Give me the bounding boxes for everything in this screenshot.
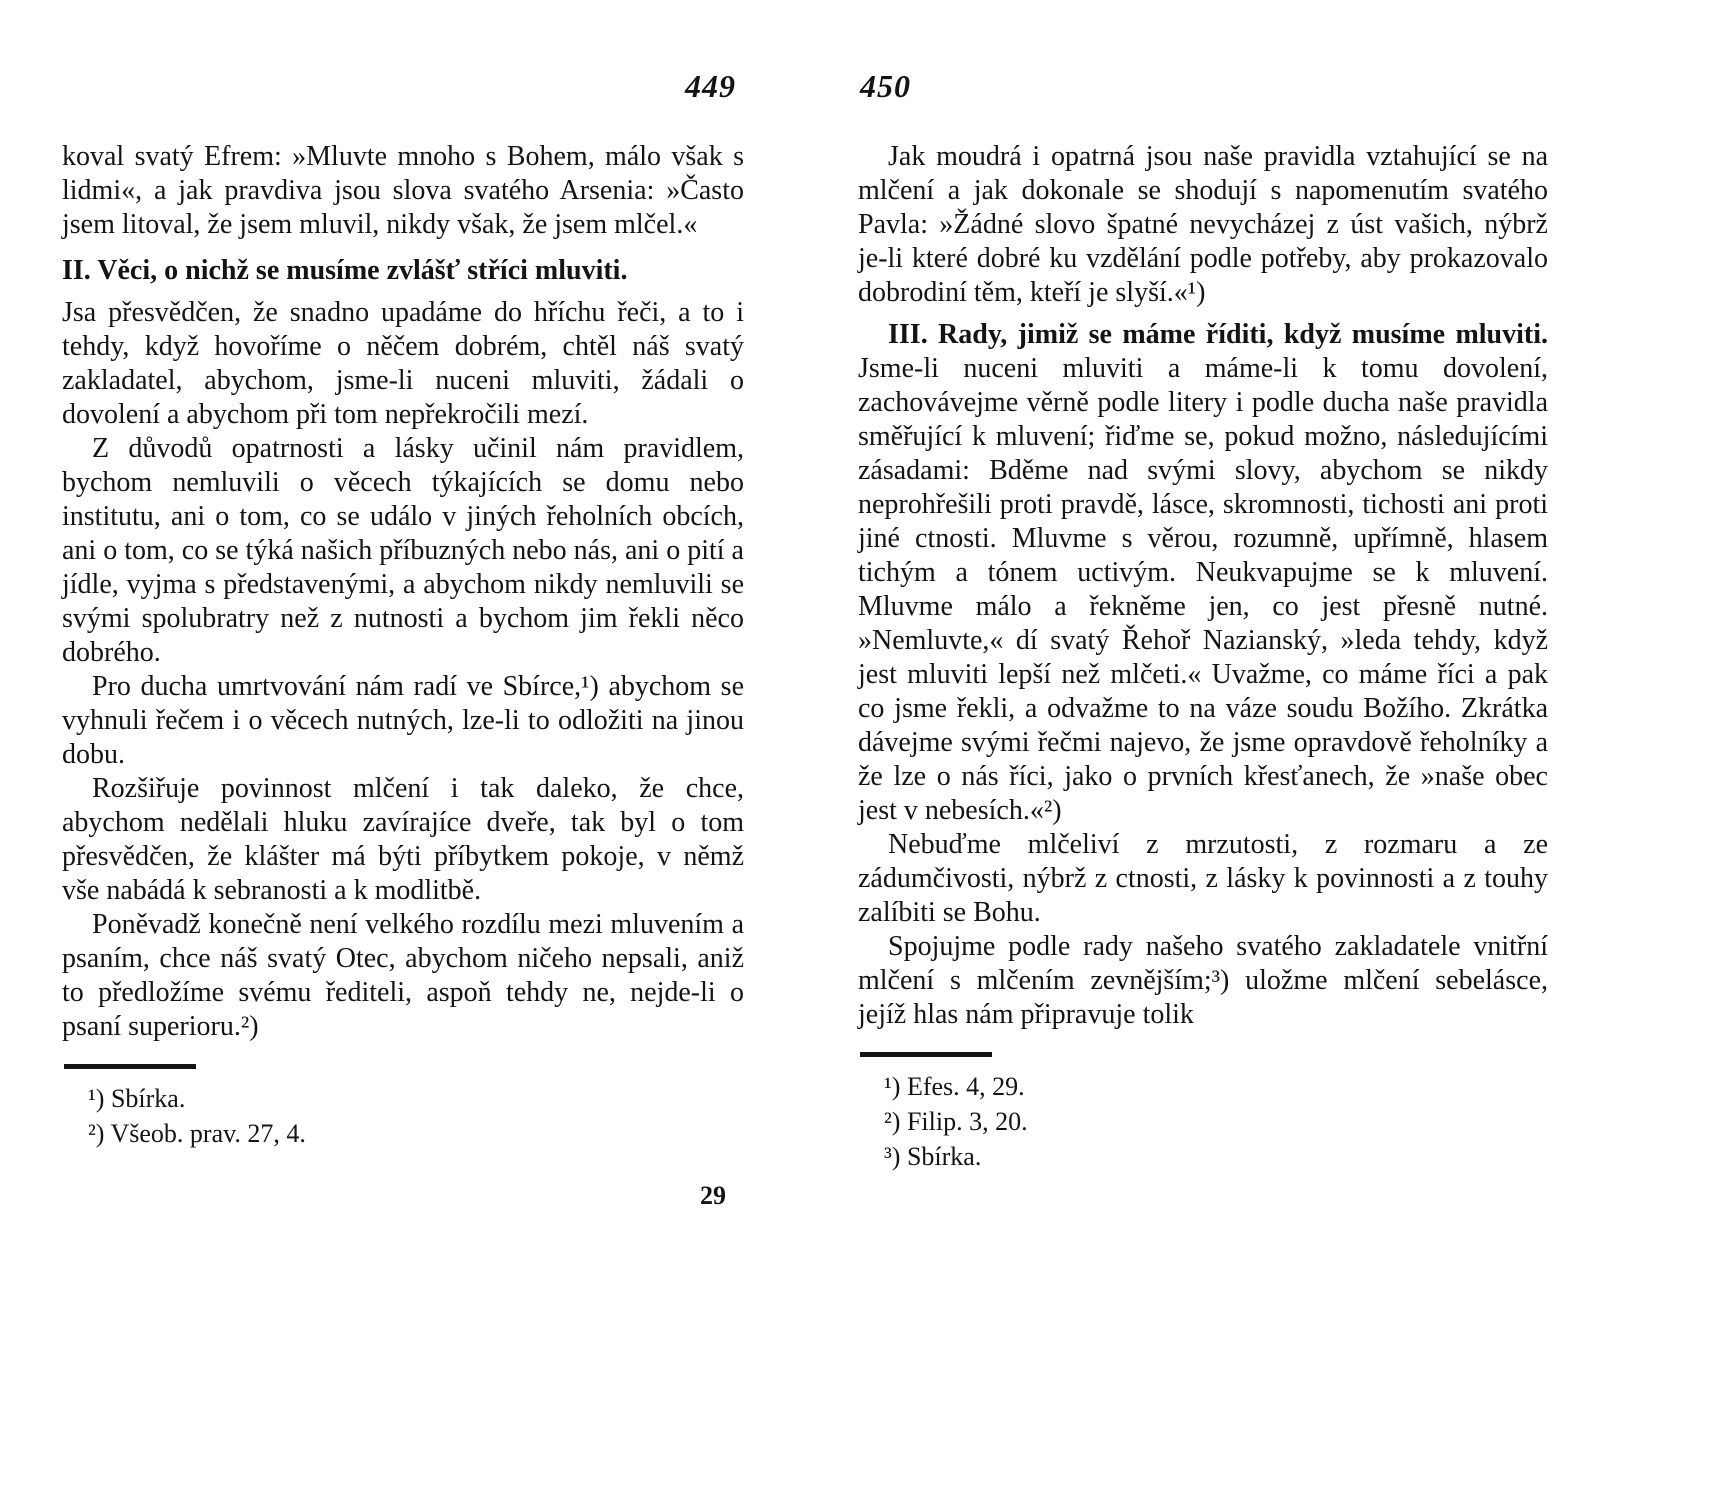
paragraph: koval svatý Efrem: »Mluvte mnoho s Bohem, málo však s lidmi«, a jak pravdiva jsou slova svatého Arsenia: »Často jsem litoval, že jsem mluvil, nikdy však, že jsem mlčel.«: [62, 141, 744, 240]
footnote: ³) Sbírka.: [884, 1142, 982, 1171]
footnote: ¹) Sbírka.: [88, 1084, 186, 1113]
paragraph: Nebuďme mlčeliví z mrzutosti, z rozmaru a ze zádumčivosti, nýbrž z ctnosti, z lásky k povinnosti a z touhy zalíbiti se Bohu.: [858, 829, 1548, 928]
footnote-rule: [64, 1064, 196, 1069]
sheet-number: 29: [700, 1181, 726, 1210]
paragraph: Jsa přesvědčen, že snadno upadáme do hříchu řeči, a to i tehdy, když hovoříme o něčem dobrém, chtěl náš svatý zakladatel, abychom, jsme-li nuceni mluviti, žádali o dovolení a abychom při tom nepřekročili mezí.: [62, 297, 744, 430]
footnote: ²) Všeob. prav. 27, 4.: [88, 1119, 306, 1148]
page-number-left: 449: [685, 68, 736, 104]
paragraph: [858, 318, 1548, 828]
paragraph: Jak moudrá i opatrná jsou naše pravidla vztahující se na mlčení a jak dokonale se shodují s napomenutím svatého Pavla: »Žádné slovo špatné nevycházej z úst vašich, nýbrž je-li které dobré ku vzdělání podle potřeby, aby prokazovalo dobrodiní těm, kteří je slyší.«¹): [858, 141, 1548, 308]
section-heading-runin: III. Rady, jimiž se máme říditi, když musíme mluviti.: [888, 319, 1548, 350]
footnote: ²) Filip. 3, 20.: [884, 1107, 1028, 1136]
footnote-rule: [860, 1052, 992, 1057]
paragraph: Pro ducha umrtvování nám radí ve Sbírce,¹) abychom se vyhnuli řečem i o věcech nutných, lze-li to odložiti na jinou dobu.: [62, 671, 744, 770]
paragraph: Poněvadž konečně není velkého rozdílu mezi mluvením a psaním, chce náš svatý Otec, abychom ničeho nepsali, aniž to předložíme svému řediteli, aspoň tehdy ne, nejde-li o psaní superioru.²): [62, 909, 744, 1042]
paragraph: Rozšiřuje povinnost mlčení i tak daleko, že chce, abychom nedělali hluku zavírajíce dveře, tak byl o tom přesvědčen, že klášter má býti příbytkem pokoje, v němž vše nabádá k sebranosti a k modlitbě.: [62, 773, 744, 906]
page-right: [858, 66, 1548, 1174]
paragraph: Z důvodů opatrnosti a lásky učinil nám pravidlem, bychom nemluvili o věcech týkajících se domu nebo institutu, ani o tom, co se událo v jiných řeholních obcích, ani o tom, co se týká našich příbuzných nebo nás, ani o pití a jídle, vyjma s představenými, a abychom nikdy nemluvili se svými spolubratry než z nutnosti a bychom jim řekli něco dobrého.: [62, 433, 744, 668]
page-number-right: 450: [860, 68, 911, 104]
paragraph-text: Jsme-li nuceni mluviti a máme-li k tomu dovolení, zachovávejme věrně podle litery i podle ducha naše pravidla směřující k mluvení; řiďme se, pokud možno, následujícími zásadami: Bděme nad svými slovy, abychom se nikdy neprohřešili proti pravdě, lásce, skromnosti, tichosti ani proti jiné ctnosti. Mluvme s věrou, rozumně, upřímně, hlasem tichým a tónem uctivým. Neukvapujme se k mluvení. Mluvme málo a řekněme jen, co jest přesně nutné. »Nemluvte,« dí svatý Řehoř Nazianský, »leda tehdy, když jest mluviti lepší než mlčeti.« Uvažme, co máme říci a pak co jsme řekli, a odvažme to na váze soudu Božího. Zkrátka dávejme svými řečmi najevo, že jsme opravdově řeholníky a že lze o nás říci, jako o prvních křesťanech, že »naše obec jest v nebesích.«²): [858, 353, 1548, 826]
page-left: [62, 66, 744, 1213]
footnote: ¹) Efes. 4, 29.: [884, 1072, 1025, 1101]
paragraph: Spojujme podle rady našeho svatého zakladatele vnitřní mlčení s mlčením zevnějším;³) uložme mlčení sebelásce, jejíž hlas nám připravuje tolik: [858, 931, 1548, 1030]
section-heading: II. Věci, o nichž se musíme zvlášť stříci mluviti.: [62, 255, 628, 286]
